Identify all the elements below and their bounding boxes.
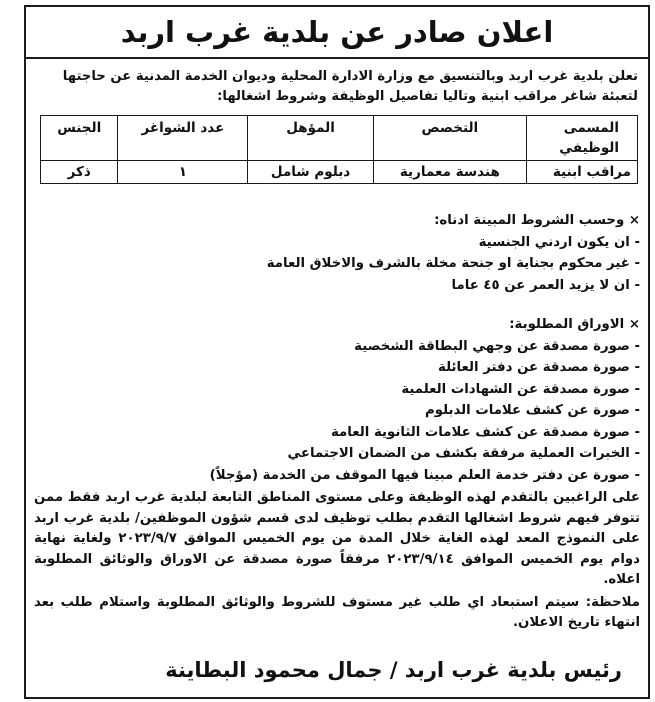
- table-row: [41, 161, 638, 184]
- list-item: - صورة مصدقة عن الشهادات العلمية: [401, 381, 640, 397]
- column-header: الجنس: [41, 116, 118, 161]
- intro-paragraph: تعلن بلدية غرب اربد وبالتنسيق مع وزارة الادارة المحلية وديوان الخدمة المدنية عن حاجتها لتعبئة شاغر مراقب ابنية وتاليا تفاصيل الوظيفة وشروط اشغالها:: [62, 69, 638, 104]
- list-item: - صورة مصدقة عن كشف علامات الثانوية العامة: [330, 424, 640, 440]
- table-header-row: [41, 116, 638, 161]
- announcement-frame: [24, 5, 650, 699]
- documents-section: [26, 314, 648, 486]
- conditions-section: [26, 210, 648, 296]
- list-item: - ان يكون اردني الجنسية: [478, 234, 640, 250]
- list-item: - ان لا يزيد العمر عن ٤٥ عاما: [451, 277, 640, 293]
- conditions-heading: × وحسب الشروط المبينة ادناه:: [434, 213, 640, 228]
- announcement-title: اعلان صادر عن بلدية غرب اربد: [120, 15, 554, 49]
- list-item: - غير محكوم بجناية او جنحة مخلة بالشرف والاخلاق العامة: [266, 256, 640, 271]
- note-paragraph: ملاحظة: سيتم استبعاد اي طلب غير مستوف للشروط والوثائق المطلوبة واستلام طلب بعد انتهاء تاريخ الاعلان.: [34, 594, 640, 630]
- column-header: التخصص: [373, 116, 526, 161]
- table-cell: هندسة معمارية: [373, 161, 526, 184]
- documents-heading: × الاوراق المطلوبة:: [509, 317, 640, 332]
- list-item: - صورة مصدقة عن دفتر العائلة: [438, 360, 640, 375]
- table-cell: ١: [118, 161, 248, 184]
- application-paragraph: على الراغبين بالتقدم لهذه الوظيفة وعلى مستوى المناطق التابعة لبلدية غرب اربد فقط ممن تتوفر فيهم شروط اشغالها التقدم بطلب توظيف لدى قسم شؤون الموظفين/ بلدية غرب اربد على النموذج المعد لهذه الغاية خلال المدة من يوم الخميس الموافق ٢٠٢٣/٩/٧ ولغاية نهاية دوام يوم الخميس الموافق ٢٠٢٣/٩/١٤ مرفقاً صورة مصدقة عن الاوراق والوثائق المطلوبة اعلاه.: [34, 490, 641, 587]
- list-item: - الخبرات العملية مرفقة بكشف من الضمان الاجتماعي: [287, 446, 640, 461]
- table-cell: دبلوم شامل: [248, 161, 373, 184]
- list-item: - صورة عن كشف علامات الدبلوم: [424, 403, 640, 418]
- table-cell: مراقب ابنية: [527, 161, 638, 184]
- list-item: - صورة عن دفتر خدمة العلم مبينا فيها الموقف من الخدمة (مؤجلاً): [209, 467, 640, 483]
- column-header: المؤهل: [248, 116, 373, 161]
- table-cell: ذكر: [41, 161, 118, 184]
- column-header: المسمى الوظيفي: [527, 116, 638, 161]
- signature-line: رئيس بلدية غرب اربد / جمال محمود البطاينة: [165, 657, 622, 682]
- list-item: - صورة مصدقة عن وجهي البطاقة الشخصية: [354, 338, 640, 354]
- column-header: عدد الشواغر: [118, 116, 248, 161]
- job-table: [40, 115, 638, 184]
